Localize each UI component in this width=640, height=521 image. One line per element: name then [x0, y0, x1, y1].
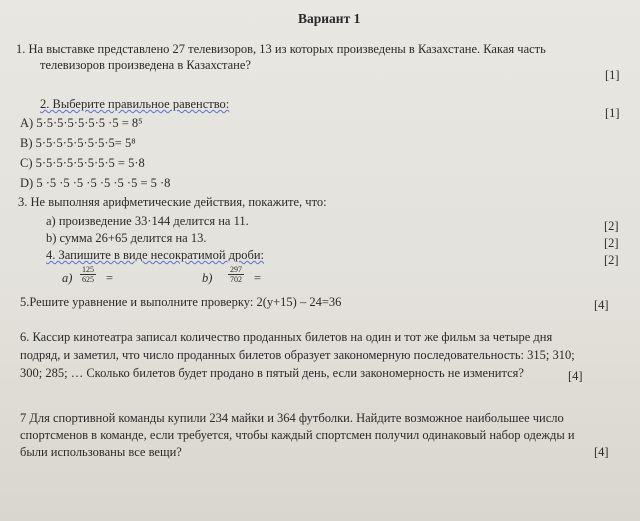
q7-text-line3: были использованы все вещи?	[20, 445, 182, 459]
q4-a-label: a)	[62, 271, 73, 285]
q6-text-line2: подряд, и заметил, что число проданных билетов образует закономерную последовательность: 315; 310;	[20, 348, 575, 362]
q6-text-line3: 300; 285; … Сколько билетов будет продано в пятый день, если закономерность не изменится?	[20, 366, 524, 380]
q2-option-a: A) 5·5·5·5·5·5·5 ·5 = 8⁵	[20, 116, 143, 130]
q1-points: [1]	[605, 68, 620, 82]
q4-heading	[46, 248, 264, 263]
q3-part-b: b) сумма 26+65 делится на 13.	[46, 231, 207, 245]
q6-points: [4]	[568, 369, 583, 383]
q4-a-fraction	[80, 265, 96, 284]
q3-part-a-points: [2]	[604, 219, 619, 233]
q2-option-c: C) 5·5·5·5·5·5·5·5 = 5·8	[20, 156, 145, 170]
q4-b-label: b)	[202, 271, 213, 285]
q7-points: [4]	[594, 445, 609, 459]
q3-part-b-points: [2]	[604, 236, 619, 250]
q4-points: [2]	[604, 253, 619, 267]
q7-text-line1: 7 Для спортивной команды купили 234 майки и 364 футболки. Найдите возможное наибольшее число	[20, 411, 564, 425]
q2-option-d: D) 5 ·5 ·5 ·5 ·5 ·5 ·5 ·5 = 5 ·8	[20, 176, 171, 190]
q4-b-fraction	[228, 265, 244, 284]
q3-heading: 3. Не выполняя арифметические действия, покажите, что:	[18, 195, 327, 209]
q2-heading-text: 2. Выберите правильное равенство:	[40, 97, 230, 111]
q4-b-denominator: 702	[230, 275, 242, 284]
variant-title: Вариант 1	[298, 11, 361, 26]
q2-heading	[40, 97, 229, 112]
q4-b-equals: =	[254, 271, 262, 285]
q1-text-line1: 1. На выставке представлено 27 телевизоров, 13 из которых произведены в Казахстане. Какая часть	[16, 42, 546, 56]
q4-heading-text: 4. Запишите в виде несократимой дроби:	[46, 248, 265, 262]
q2-option-b: B) 5·5·5·5·5·5·5·5= 5⁸	[20, 136, 136, 150]
q2-points: [1]	[605, 106, 620, 120]
q1-text-line2: телевизоров произведена в Казахстане?	[40, 58, 251, 72]
q4-a-numerator: 125	[82, 265, 94, 274]
q4-b-numerator: 297	[230, 265, 242, 274]
q6-text-line1: 6. Кассир кинотеатра записал количество проданных билетов на один и тот же фильм за четыре дня	[20, 330, 553, 344]
q3-part-a: а) произведение 33·144 делится на 11.	[46, 214, 249, 228]
q5-text: 5.Решите уравнение и выполните проверку: 2(у+15) – 24=36	[20, 295, 342, 309]
q7-text-line2: спортсменов в команде, если требуется, чтобы каждый спортсмен получил одинаковый набор одежды и	[20, 428, 575, 442]
q4-a-equals: =	[106, 271, 114, 285]
q4-a-denominator: 625	[82, 275, 94, 284]
q5-points: [4]	[594, 298, 609, 312]
